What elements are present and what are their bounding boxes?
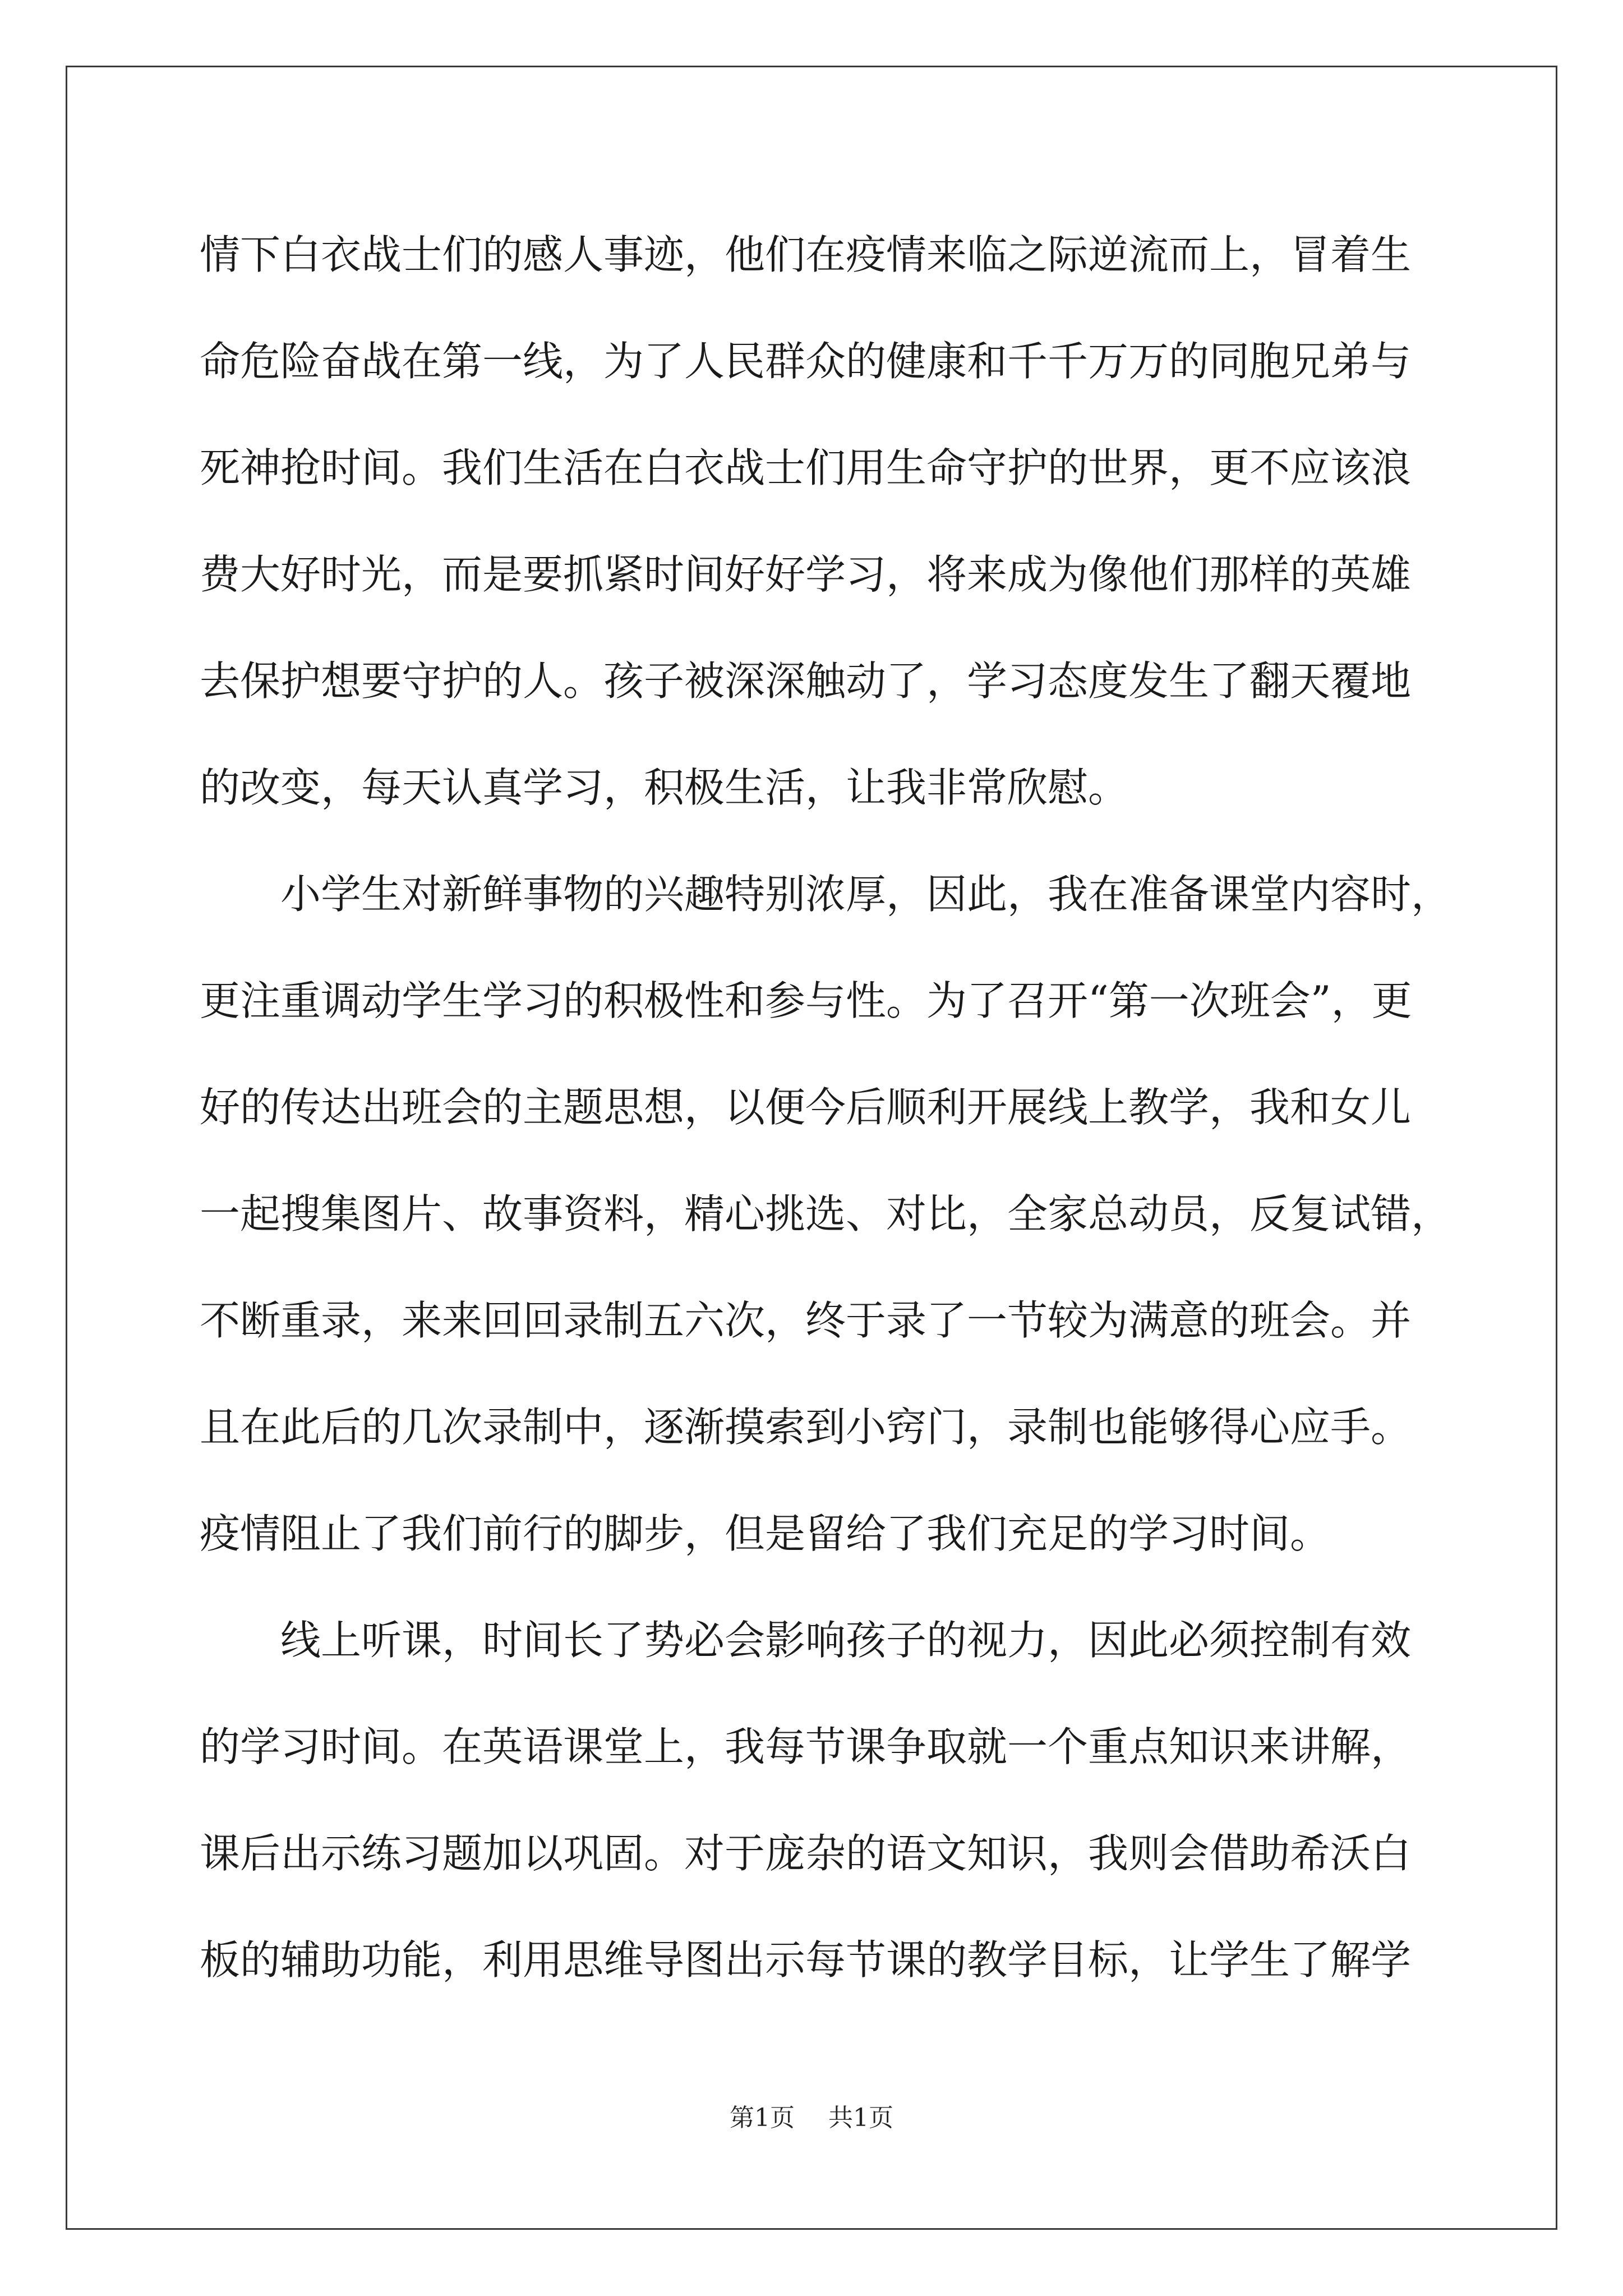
page-number: 第1页	[730, 2104, 795, 2132]
text-line: 板的辅助功能，利用思维导图出示每节课的教学目标，让学生了解学	[200, 1936, 1412, 1984]
text-line: 且在此后的几次录制中，逐渐摸索到小窍门，录制也能够得心应手。	[200, 1404, 1412, 1451]
page-border	[66, 66, 1557, 2230]
text-line: 死神抢时间。我们生活在白衣战士们用生命守护的世界，更不应该浪	[200, 444, 1412, 491]
text-line: 小学生对新鲜事物的兴趣特别浓厚，因此，我在准备课堂内容时，	[200, 871, 1452, 918]
text-line: 一起搜集图片、故事资料，精心挑选、对比，全家总动员，反复试错，	[200, 1190, 1452, 1237]
text-line: 疫情阻止了我们前行的脚步，但是留给了我们充足的学习时间。	[200, 1510, 1331, 1557]
text-line: 线上听课，时间长了势必会影响孩子的视力，因此必须控制有效	[200, 1617, 1412, 1664]
text-line: 费大好时光，而是要抓紧时间好好学习，将来成为像他们那样的英雄	[200, 551, 1412, 598]
text-line: 课后出示练习题加以巩固。对于庞杂的语文知识，我则会借助希沃白	[200, 1830, 1412, 1877]
text-line: 情下白衣战士们的感人事迹，他们在疫情来临之际逆流而上，冒着生	[200, 231, 1412, 278]
text-line: 去保护想要守护的人。孩子被深深触动了，学习态度发生了翻天覆地	[200, 657, 1412, 705]
text-line: 不断重录，来来回回录制五六次，终于录了一节较为满意的班会。并	[200, 1297, 1412, 1344]
text-line: 命危险奋战在第一线，为了人民群众的健康和千千万万的同胞兄弟与	[200, 338, 1412, 385]
text-line: 的学习时间。在英语课堂上，我每节课争取就一个重点知识来讲解，	[200, 1723, 1412, 1770]
text-line: 更注重调动学生学习的积极性和参与性。为了召开“第一次班会”，更	[200, 977, 1412, 1024]
text-line: 好的传达出班会的主题思想，以便今后顺利开展线上教学，我和女儿	[200, 1084, 1412, 1131]
text-line: 的改变，每天认真学习，积极生活，让我非常欣慰。	[200, 764, 1129, 811]
page-total: 共1页	[828, 2104, 893, 2132]
page-footer	[0, 2101, 1623, 2135]
